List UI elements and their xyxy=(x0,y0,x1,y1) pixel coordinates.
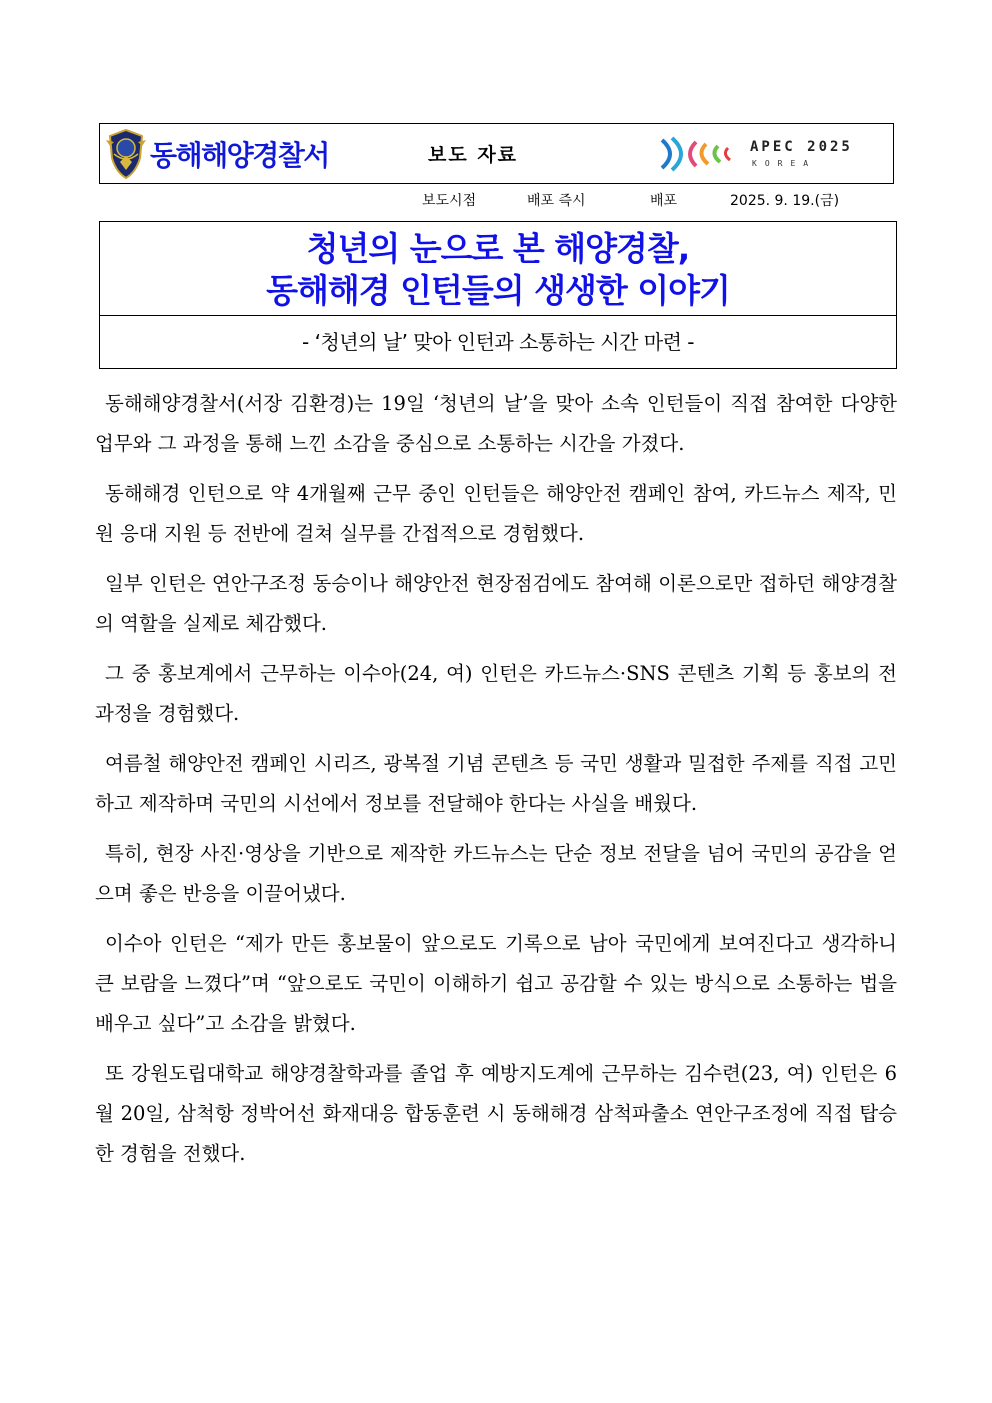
agency-name: 동해해양경찰서 xyxy=(150,139,329,172)
agency-branding xyxy=(106,129,329,179)
body-paragraph: 그 중 홍보계에서 근무하는 이수아(24, 여) 인턴은 카드뉴스·SNS 콘텐츠 기획 등 홍보의 전 과정을 경험했다. xyxy=(95,662,897,725)
headline-line-2: 동해해경 인턴들의 생생한 이야기 xyxy=(266,271,730,310)
body-paragraph: 이수아 인턴은 “제가 만든 홍보물이 앞으로도 기록으로 남아 국민에게 보여진다고 생각하니 큰 보람을 느꼈다”며 “앞으로도 국민이 이해하기 쉽고 공감할 수 있는 방식으로 소통하는 법을 배우고 싶다”고 소감을 밝혔다. xyxy=(95,932,897,1035)
body-paragraph: 동해해양경찰서(서장 김환경)는 19일 ‘청년의 날’을 맞아 소속 인턴들이 직접 참여한 다양한 업무와 그 과정을 통해 느낀 소감을 중심으로 소통하는 시간을 가졌다. xyxy=(95,392,897,455)
headline-line-1: 청년의 눈으로 본 해양경찰, xyxy=(306,229,690,268)
release-time-value: 배포 즉시 xyxy=(527,193,586,209)
body-paragraph: 여름철 해양안전 캠페인 시리즈, 광복절 기념 콘텐츠 등 국민 생활과 밀접한 주제를 직접 고민하고 제작하며 국민의 시선에서 정보를 전달해야 한다는 사실을 배웠다. xyxy=(95,752,897,815)
coast-guard-emblem-icon xyxy=(106,128,146,180)
subheadline: - ‘청년의 날’ 맞아 인턴과 소통하는 시간 마련 - xyxy=(302,330,694,354)
apec-logo-subtext: KOREA xyxy=(752,159,817,168)
document-type: 보도 자료 xyxy=(428,144,519,166)
title-box xyxy=(99,221,897,369)
body-paragraph: 또 강원도립대학교 해양경찰학과를 졸업 후 예방지도계에 근무하는 김수련(23, 여) 인턴은 6월 20일, 삼척항 정박어선 화재대응 합동훈련 시 동해해경 삼척파출소 연안구조정에 직접 탑승한 경험을 전했다. xyxy=(95,1062,897,1165)
article-body xyxy=(95,384,897,1174)
header-box xyxy=(99,123,894,184)
release-info xyxy=(0,188,992,212)
headline-area xyxy=(100,222,896,316)
apec-logo-text: APEC 2025 xyxy=(750,139,853,155)
body-paragraph: 동해해경 인턴으로 약 4개월째 근무 중인 인턴들은 해양안전 캠페인 참여, 카드뉴스 제작, 민원 응대 지원 등 전반에 걸쳐 실무를 간접적으로 경험했다. xyxy=(95,482,897,545)
apec-emblem-icon xyxy=(656,132,746,176)
body-paragraph: 특히, 현장 사진·영상을 기반으로 제작한 카드뉴스는 단순 정보 전달을 넘어 국민의 공감을 얻으며 좋은 반응을 이끌어냈다. xyxy=(95,842,897,905)
release-time-label: 보도시점 xyxy=(422,193,477,209)
apec-logo xyxy=(656,132,884,176)
body-paragraph: 일부 인턴은 연안구조정 동승이나 해양안전 현장점검에도 참여해 이론으로만 접하던 해양경찰의 역할을 실제로 체감했다. xyxy=(95,572,897,635)
release-date-label: 배포 xyxy=(650,193,678,209)
release-date-value: 2025. 9. 19.(금) xyxy=(730,193,840,209)
